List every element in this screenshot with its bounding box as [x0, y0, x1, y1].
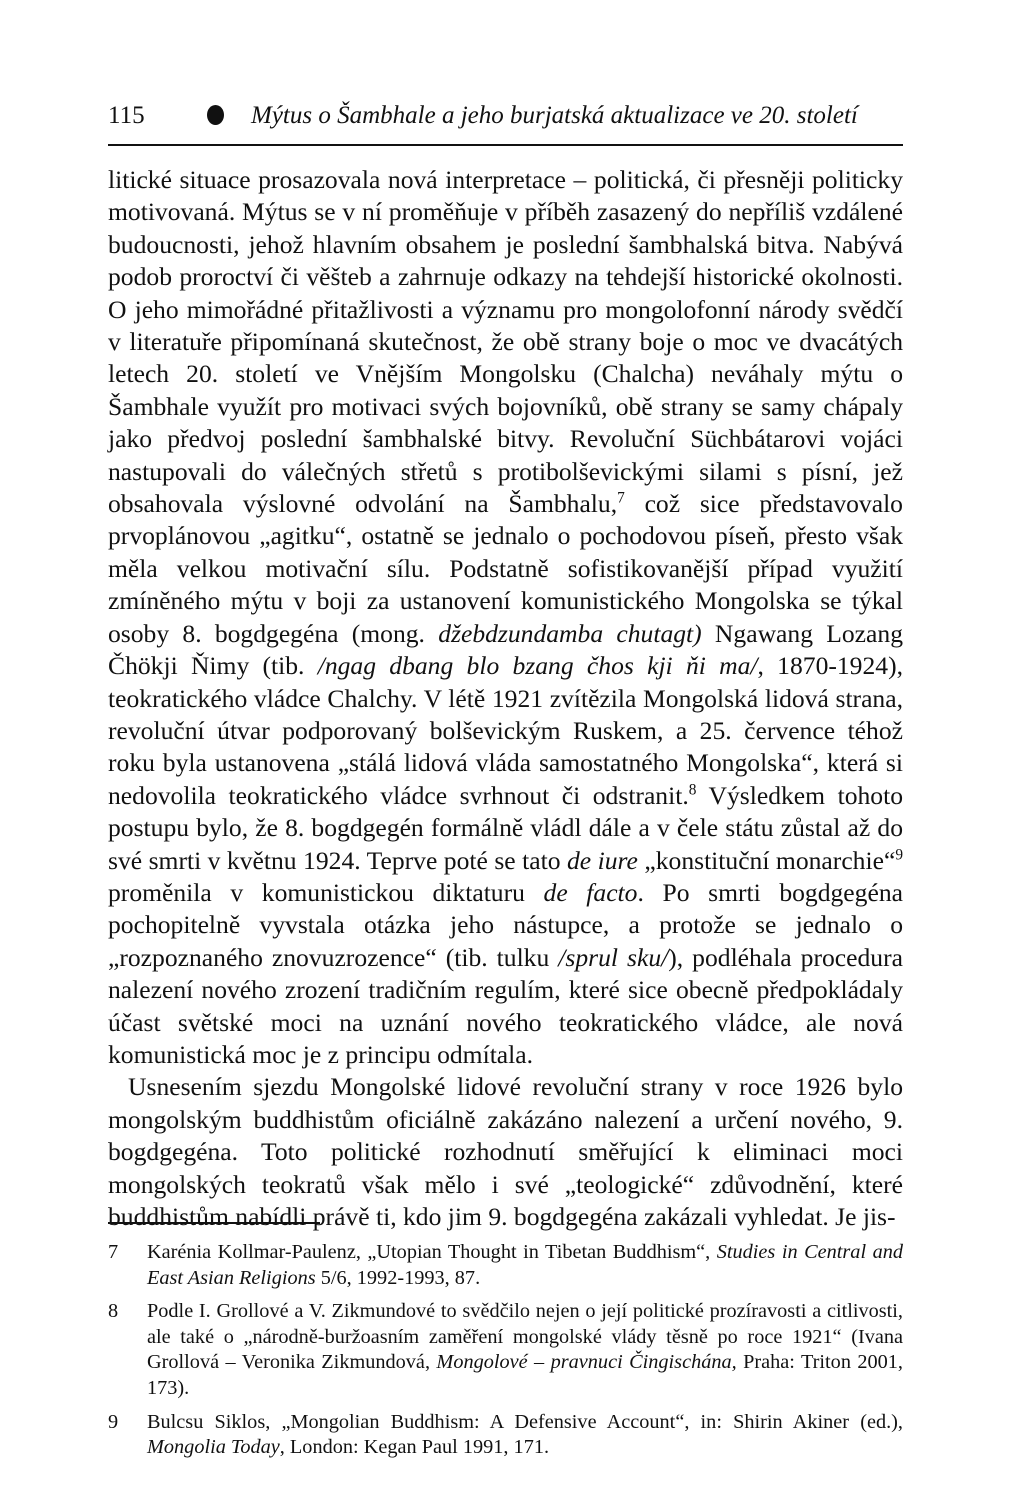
italic-text: /sprul sku/	[558, 942, 669, 972]
italic-text: /ngag dbang blo bzang čhos kji ňi ma/	[317, 651, 758, 681]
footnote-number: 7	[108, 1241, 119, 1263]
text-run: , 1870-1924), teokratického vládce Chalchy. V létě 1921 zvítězila Mongolská lidová strana, revoluční útvar podporovaný bolševickým Ruskem, a 25. července téhož roku byla ustanovena „stálá lidová vláda samostatného Mongolska“, která si nedovolila teokratického vládce svrhnout či odstranit.	[108, 651, 903, 810]
footnote-ref[interactable]: 8	[688, 781, 697, 799]
text-run: litické situace prosazovala nová interpretace – politická, či přesněji politicky motivovaná. Mýtus se v ní proměňuje v příběh zasazený do nepříliš vzdálené budoucnosti, jehož hlavním obsahem je poslední šambhalská bitva. Nabývá podob proroctví či věšteb a zahrnuje odkazy na tehdejší historické okolnosti. O jeho mimořádné přitažlivosti a významu pro mongolofonní národy svědčí v literatuře připomínaná skutečnost, že obě strany boje o moc ve dvacátých letech 20. století ve Vnějším Mongolsku (Chalcha) neváhaly mýtu o Šambhale využít pro motivaci svých bojovníků, obě strany se samy chápaly jako předvoj poslední šambhalské bitvy. Revoluční Süchbátarovi vojáci nastupovali do válečných střetů s protibolševickými silami s písní, jež obsahovala výslovné odvolání na Šambhalu,	[108, 165, 903, 519]
text-run: Podle I. Grollové a V. Zikmundové to svědčilo nejen o její politické prozíravosti a citlivosti, ale také o „národně-buržoasním zaměření mongolské vlády těsně po roce 1921“ (Ivana Grollová – Veronika Zikmundová,	[147, 1300, 903, 1374]
running-title: Mýtus o Šambhale a jeho burjatská aktualizace ve 20. století	[251, 102, 858, 129]
body-text	[108, 164, 903, 1233]
text-run: proměnila v komunistickou diktaturu	[108, 877, 544, 907]
footnote	[108, 1240, 903, 1291]
footnote	[108, 1410, 903, 1461]
text-run: ), podléhala procedura nalezení nového zrození tradičním regulím, které sice obecně předpokládaly účast světské moci na uznání nového teokratického vládce, ale nová komunistická moc je z principu odmítala.	[108, 942, 903, 1069]
text-run: Výsledkem tohoto postupu bylo, že 8. bogdgegén formálně vládl dále a v čele státu zůstal až do své smrti v květnu 1924. Teprve poté se tato	[108, 780, 903, 875]
footnote-divider	[108, 1222, 320, 1224]
text-run: Ngawang Lozang Čhökji Ňimy (tib.	[108, 618, 903, 681]
footnote	[108, 1299, 903, 1401]
italic-text: Mongolia Today	[147, 1436, 280, 1459]
footnotes	[108, 1240, 903, 1469]
running-header	[108, 98, 903, 146]
text-run: , London: Kegan Paul 1991, 171.	[279, 1436, 550, 1459]
italic-text: džebdzundamba chutagt)	[438, 618, 702, 648]
paragraph	[108, 164, 903, 1071]
text-run: Karénia Kollmar-Paulenz, „Utopian Thought in Tibetan Buddhism“,	[147, 1241, 717, 1263]
text-run: „konstituční monarchie“	[637, 845, 896, 875]
italic-text: Mongolové – pravnuci Čingischána,	[436, 1351, 737, 1374]
italic-text: Studies in Central and East Asian Religions	[147, 1241, 904, 1289]
text-run: 5/6, 1992-1993, 87.	[315, 1266, 481, 1289]
text-run: což sice představovalo prvoplánovou „agitku“, ostatně se jednalo o pochodovou píseň, přesto však měla velkou motivační sílu. Podstatně sofistikovanější případ využití zmíněného mýtu v boji za ustanovení komunistického Mongolska se týkal osoby 8. bogdgegéna (mong.	[108, 489, 903, 648]
footnote-ref[interactable]: 7	[617, 489, 625, 507]
text-run: Praha: Triton 2001, 173).	[147, 1351, 903, 1399]
page-number: 115	[108, 102, 145, 129]
footnote-ref[interactable]: 9	[895, 846, 903, 863]
italic-text: de iure	[566, 845, 638, 875]
bullet-icon	[207, 105, 224, 125]
footnote-number: 8	[108, 1300, 119, 1323]
paragraph	[108, 1071, 903, 1233]
footnote-number: 9	[108, 1410, 119, 1433]
text-run: . Po smrti bogdgegéna pochopitelně vyvstala otázka jeho nástupce, a protože se jednalo o „rozpoznaného znovuzrozence“ (tib. tulku	[108, 877, 903, 972]
italic-text: de facto	[543, 877, 638, 907]
text-run: Bulcsu Siklos, „Mongolian Buddhism: A Defensive Account“, in: Shirin Akiner (ed.),	[147, 1410, 903, 1433]
text-run: Usnesením sjezdu Mongolské lidové revoluční strany v roce 1926 bylo mongolským buddhistům oficiálně zakázáno nalezení a určení nového, 9. bogdgegéna. Toto politické rozhodnutí směřující k eliminaci moci mongolských teokratů však mělo i své „teologické“ zdůvodnění, které buddhistům nabídli právě ti, kdo jim 9. bogdgegéna zakázali vyhledat. Je jis-	[108, 1072, 903, 1231]
